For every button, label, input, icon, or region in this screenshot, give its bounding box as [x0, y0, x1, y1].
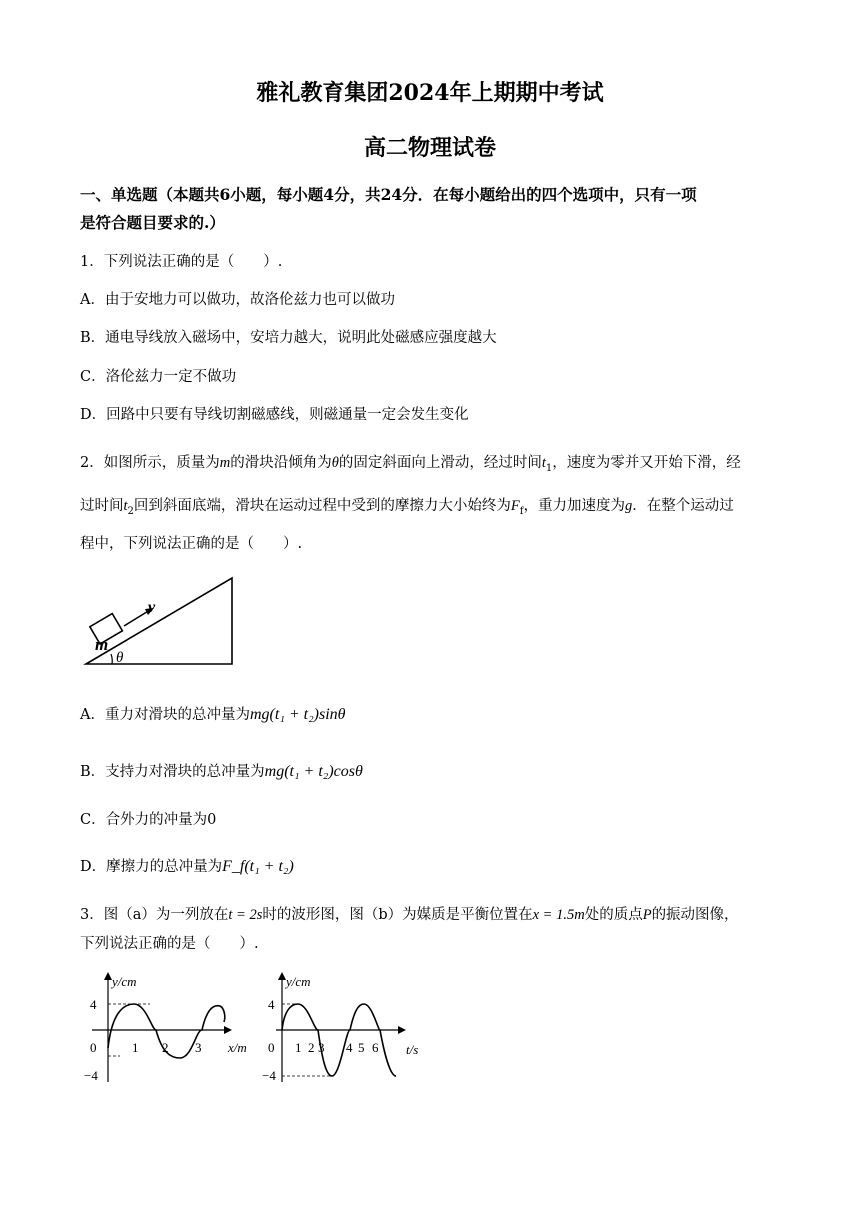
- section-heading-line2: 是符合题目要求的.）: [80, 213, 225, 232]
- mass-symbol: m: [219, 455, 231, 471]
- vibration-graph-b: [262, 972, 432, 1092]
- q1-option-b: B．通电导线放入磁场中，安培力越大，说明此处磁感应强度越大: [80, 330, 497, 346]
- q3-stem-line1: 3．图（a）为一列放在t = 2s时的波形图，图（b）为媒质是平衡位置在x = 1.5m处的质点P的振动图像，: [80, 907, 739, 923]
- q2-stem-line1: 2．如图所示，质量为m的滑块沿倾角为θ的固定斜面向上滑动，经过时间$t_1$，速度为零并又开始下滑，经: [80, 455, 741, 474]
- graph-b-xtick-6: 6: [372, 1040, 379, 1055]
- x-equation: x = 1.5m: [532, 907, 585, 923]
- graph-b-x-label: t/s: [406, 1042, 419, 1057]
- graph-a-x-label: x/m: [228, 1040, 247, 1055]
- incline-figure: [82, 572, 242, 672]
- q2-option-b: B．支持力对滑块的总冲量为mg(t₁ + t₂)cosθ: [80, 763, 363, 780]
- graph-b-xtick-3: 3: [318, 1040, 325, 1055]
- exam-subtitle: 高二物理试卷: [363, 135, 496, 161]
- q2-stem-line3: 程中，下列说法正确的是（ ）.: [80, 536, 303, 552]
- graph-a-xtick-2: 2: [162, 1040, 169, 1055]
- formula-b: mg(t₁ + t₂)cosθ: [264, 763, 363, 780]
- angle-arc: [111, 654, 112, 664]
- q2-option-d: D．摩擦力的总冲量为F_f(t₁ + t₂): [80, 858, 294, 875]
- q2-option-c: C．合外力的冲量为0: [80, 812, 217, 828]
- angle-label: θ: [116, 650, 124, 666]
- graph-b-ytick-4: 4: [268, 997, 275, 1012]
- point-p: P: [642, 907, 652, 923]
- q1-option-c: C．洛伦兹力一定不做功: [80, 369, 237, 385]
- t-equation: t = 2s: [228, 907, 263, 923]
- q3-stem-line2: 下列说法正确的是（ ）.: [80, 936, 259, 952]
- graph-a-xtick-1: 1: [132, 1040, 139, 1055]
- theta-symbol: θ: [331, 455, 339, 471]
- graph-b-xtick-1: 1: [295, 1040, 302, 1055]
- velocity-arrow: [124, 610, 150, 626]
- q1-stem: 1．下列说法正确的是（ ）.: [80, 254, 283, 270]
- graph-a-ytick-4: 4: [90, 997, 97, 1012]
- q1-option-d: D．回路中只要有导线切割磁感线，则磁通量一定会发生变化: [80, 407, 469, 423]
- graph-a-y-label: y/cm: [112, 974, 137, 989]
- friction-symbol: F: [510, 498, 520, 514]
- graph-b-y-label: y/cm: [286, 974, 311, 989]
- graph-a-xtick-3: 3: [195, 1040, 202, 1055]
- block-mass-label: m: [95, 635, 109, 654]
- g-symbol: g: [624, 498, 633, 514]
- q2-stem-line2: 过时间$t_2$回到斜面底端，滑块在运动过程中受到的摩擦力大小始终为$F_f$，重力加速度为g．在整个运动过: [80, 498, 734, 517]
- graph-b-xtick-4: 4: [346, 1040, 353, 1055]
- graph-a-ytick-neg4: −4: [84, 1068, 98, 1083]
- formula-a: mg(t₁ + t₂)sinθ: [249, 706, 346, 723]
- graph-b-xtick-0: 0: [268, 1040, 275, 1055]
- formula-d: F_f(t₁ + t₂): [222, 858, 294, 875]
- wave-graph-a: [82, 972, 252, 1092]
- exam-title: 雅礼教育集团2024年上期期中考试: [256, 80, 604, 106]
- section-heading-line1: 一、单选题（本题共6小题，每小题4分，共24分．在每小题给出的四个选项中，只有一项: [80, 185, 697, 204]
- velocity-label: v: [148, 599, 156, 616]
- graph-b-xtick-2: 2: [308, 1040, 315, 1055]
- q2-option-a: A．重力对滑块的总冲量为mg(t₁ + t₂)sinθ: [80, 706, 346, 723]
- graph-b-ytick-neg4: −4: [262, 1068, 276, 1083]
- t2-symbol: t: [123, 498, 128, 514]
- q1-option-a: A．由于安地力可以做功，故洛伦兹力也可以做功: [80, 292, 395, 308]
- graph-b-xtick-5: 5: [358, 1040, 365, 1055]
- t1-symbol: t: [541, 455, 546, 471]
- graph-a-xtick-0: 0: [90, 1040, 97, 1055]
